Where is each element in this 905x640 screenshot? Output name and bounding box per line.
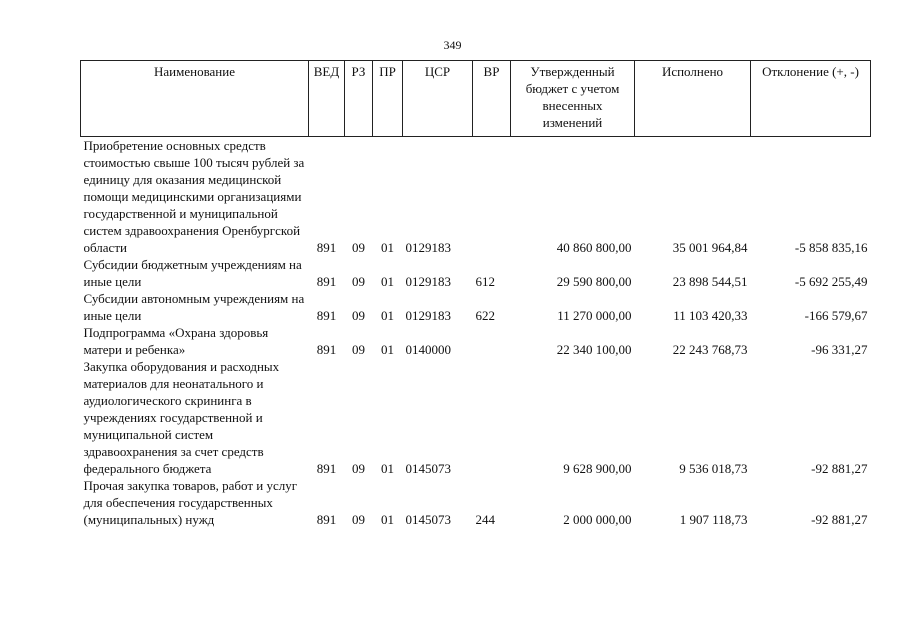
row-deviation: -166 579,67 bbox=[804, 308, 868, 323]
row-ved: 891 bbox=[316, 461, 337, 476]
row-pr: 01 bbox=[381, 308, 394, 323]
row-vr: 244 bbox=[475, 512, 495, 527]
row-vr bbox=[473, 324, 511, 358]
col-header-ved: ВЕД bbox=[309, 61, 345, 137]
table-row bbox=[81, 256, 871, 290]
row-csr: 0145073 bbox=[405, 512, 451, 527]
col-header-executed: Исполнено bbox=[635, 61, 751, 137]
table-row bbox=[81, 477, 871, 528]
row-vr bbox=[473, 137, 511, 257]
row-ved: 891 bbox=[316, 274, 337, 289]
row-approved: 11 270 000,00 bbox=[557, 308, 632, 323]
row-rz: 09 bbox=[352, 274, 365, 289]
row-executed: 22 243 768,73 bbox=[672, 342, 748, 357]
row-rz: 09 bbox=[352, 461, 365, 476]
row-name: Субсидии бюджетным учреждениям на иные цели bbox=[83, 257, 302, 289]
row-csr: 0129183 bbox=[405, 308, 451, 323]
row-pr: 01 bbox=[381, 512, 394, 527]
row-approved: 29 590 800,00 bbox=[556, 274, 632, 289]
row-pr: 01 bbox=[381, 461, 394, 476]
row-vr bbox=[473, 358, 511, 477]
header-row bbox=[81, 61, 871, 137]
row-executed: 23 898 544,51 bbox=[672, 274, 748, 289]
table-row bbox=[81, 324, 871, 358]
row-rz: 09 bbox=[352, 308, 365, 323]
col-header-pr: ПР bbox=[373, 61, 403, 137]
row-deviation: -5 858 835,16 bbox=[794, 240, 868, 255]
row-deviation: -5 692 255,49 bbox=[794, 274, 868, 289]
row-name: Прочая закупка товаров, работ и услуг для обеспечения государственных (муниципальных) нужд bbox=[83, 478, 298, 527]
col-header-rz: РЗ bbox=[345, 61, 373, 137]
table-row bbox=[81, 137, 871, 257]
row-deviation: -92 881,27 bbox=[811, 512, 868, 527]
row-name: Закупка оборудования и расходных материалов для неонатального и аудиологического скрининга в учреждениях государственной и муниципальной систем здравоохранения за счет средств федерального бюджета bbox=[83, 359, 280, 476]
row-deviation: -96 331,27 bbox=[811, 342, 868, 357]
row-ved: 891 bbox=[316, 512, 337, 527]
row-executed: 1 907 118,73 bbox=[679, 512, 748, 527]
row-executed: 35 001 964,84 bbox=[672, 240, 748, 255]
row-csr: 0145073 bbox=[405, 461, 451, 476]
page-number: 349 bbox=[443, 38, 462, 52]
col-header-name: Наименование bbox=[81, 61, 309, 137]
budget-table bbox=[80, 60, 871, 528]
row-executed: 11 103 420,33 bbox=[673, 308, 748, 323]
row-vr: 612 bbox=[475, 274, 495, 289]
row-rz: 09 bbox=[352, 342, 365, 357]
row-name: Подпрограмма «Охрана здоровья матери и ребенка» bbox=[83, 325, 269, 357]
col-header-approved: Утвержденный бюджет с учетом внесенных изменений bbox=[511, 61, 635, 137]
row-ved: 891 bbox=[316, 308, 337, 323]
row-deviation: -92 881,27 bbox=[811, 461, 868, 476]
row-csr: 0129183 bbox=[405, 274, 451, 289]
row-rz: 09 bbox=[352, 240, 365, 255]
row-csr: 0140000 bbox=[405, 342, 451, 357]
row-approved: 9 628 900,00 bbox=[563, 461, 632, 476]
row-approved: 22 340 100,00 bbox=[556, 342, 632, 357]
row-approved: 2 000 000,00 bbox=[563, 512, 632, 527]
row-ved: 891 bbox=[316, 342, 337, 357]
row-pr: 01 bbox=[381, 342, 394, 357]
table-row bbox=[81, 290, 871, 324]
row-csr: 0129183 bbox=[405, 240, 451, 255]
col-header-vr: ВР bbox=[473, 61, 511, 137]
row-executed: 9 536 018,73 bbox=[679, 461, 748, 476]
col-header-csr: ЦСР bbox=[403, 61, 473, 137]
table-row bbox=[81, 358, 871, 477]
row-pr: 01 bbox=[381, 274, 394, 289]
row-pr: 01 bbox=[381, 240, 394, 255]
row-rz: 09 bbox=[352, 512, 365, 527]
row-name: Приобретение основных средств стоимостью свыше 100 тысяч рублей за единицу для оказания медицинской помощи медицинскими организациями государственной и муниципальной систем здравоохранения Оренбургской области bbox=[83, 138, 305, 255]
row-approved: 40 860 800,00 bbox=[556, 240, 632, 255]
row-vr: 622 bbox=[475, 308, 495, 323]
row-ved: 891 bbox=[316, 240, 337, 255]
row-name: Субсидии автономным учреждениям на иные цели bbox=[83, 291, 305, 323]
col-header-deviation: Отклонение (+, -) bbox=[751, 61, 871, 137]
